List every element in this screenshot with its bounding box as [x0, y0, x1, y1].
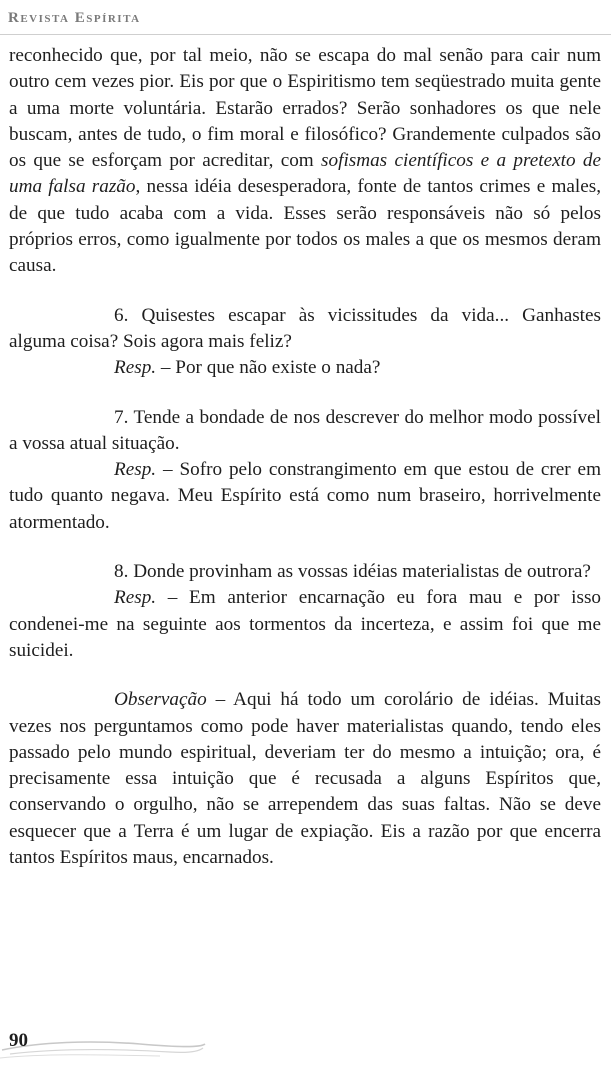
answer-7 [9, 457, 601, 536]
resp-label: Resp. [114, 459, 157, 481]
answer-text: – Sofro pelo constrangimento em que estou de crer em tudo quanto negava. Meu Espírito está como num braseiro, horrivelmente atormentado. [9, 459, 601, 533]
question-text: 8. Donde provinham as vossas idéias materialistas de outrora? [114, 561, 591, 583]
paragraph-text: , nessa idéia desesperadora, fonte de tantos crimes e males, de que tudo acaba com a vida. Esses serão responsáveis não só pelos próprios erros, como igualmente por todos os males a que os mesmos deram causa. [9, 176, 601, 277]
question-7 [9, 405, 601, 458]
observation-paragraph [9, 687, 601, 871]
question-text: 6. Quisestes escapar às vicissitudes da vida... Ganhastes alguma coisa? Sois agora mais feliz? [9, 304, 601, 352]
question-8 [9, 559, 601, 585]
paragraph-continuation [9, 43, 601, 280]
header-divider [0, 34, 611, 35]
answer-text: – Em anterior encarnação eu fora mau e por isso condenei-me na seguinte aos tormentos da incerteza, e assim foi que me suicidei. [9, 587, 601, 661]
resp-label: Resp. [114, 357, 157, 379]
observation-label: Observação [114, 689, 207, 711]
footer-swoosh-ornament [0, 1022, 230, 1062]
running-head-title: Revista Espírita [8, 10, 141, 26]
question-6 [9, 303, 601, 356]
answer-text: – Por que não existe o nada? [156, 357, 381, 379]
paragraph-text: reconhecido que, por tal meio, não se escapa do mal senão para cair num outro cem vezes pior. Eis por que o Espiritismo tem seqüestrado muita gente a uma morte voluntária. Estarão errados? Serão sonhadores os que nele buscam, antes de tudo, o fim moral e filosófico? Grandemente culpados são os que se esforçam por acreditar, com [9, 45, 601, 172]
answer-6 [9, 355, 601, 381]
body-text [9, 43, 601, 871]
page-number: 90 [9, 1030, 28, 1051]
resp-label: Resp. [114, 587, 157, 609]
italic-phrase: sofismas científicos e a pretexto de uma falsa razão [9, 150, 601, 198]
answer-8 [9, 585, 601, 664]
question-text: 7. Tende a bondade de nos descrever do melhor modo possível a vossa atual situação. [9, 406, 601, 454]
observation-text: – Aqui há todo um corolário de idéias. Muitas vezes nos perguntamos como pode haver materialistas quando, tendo eles passado pelo mundo espiritual, deveriam ter do mesmo a intuição; ora, é precisamente essa intuição que é recusada a alguns Espíritos que, conservando o orgulho, não se arrependem das suas faltas. Não se deve esquecer que a Terra é um lugar de expiação. Eis a razão por que encerra tantos Espíritos maus, encarnados. [9, 689, 601, 869]
